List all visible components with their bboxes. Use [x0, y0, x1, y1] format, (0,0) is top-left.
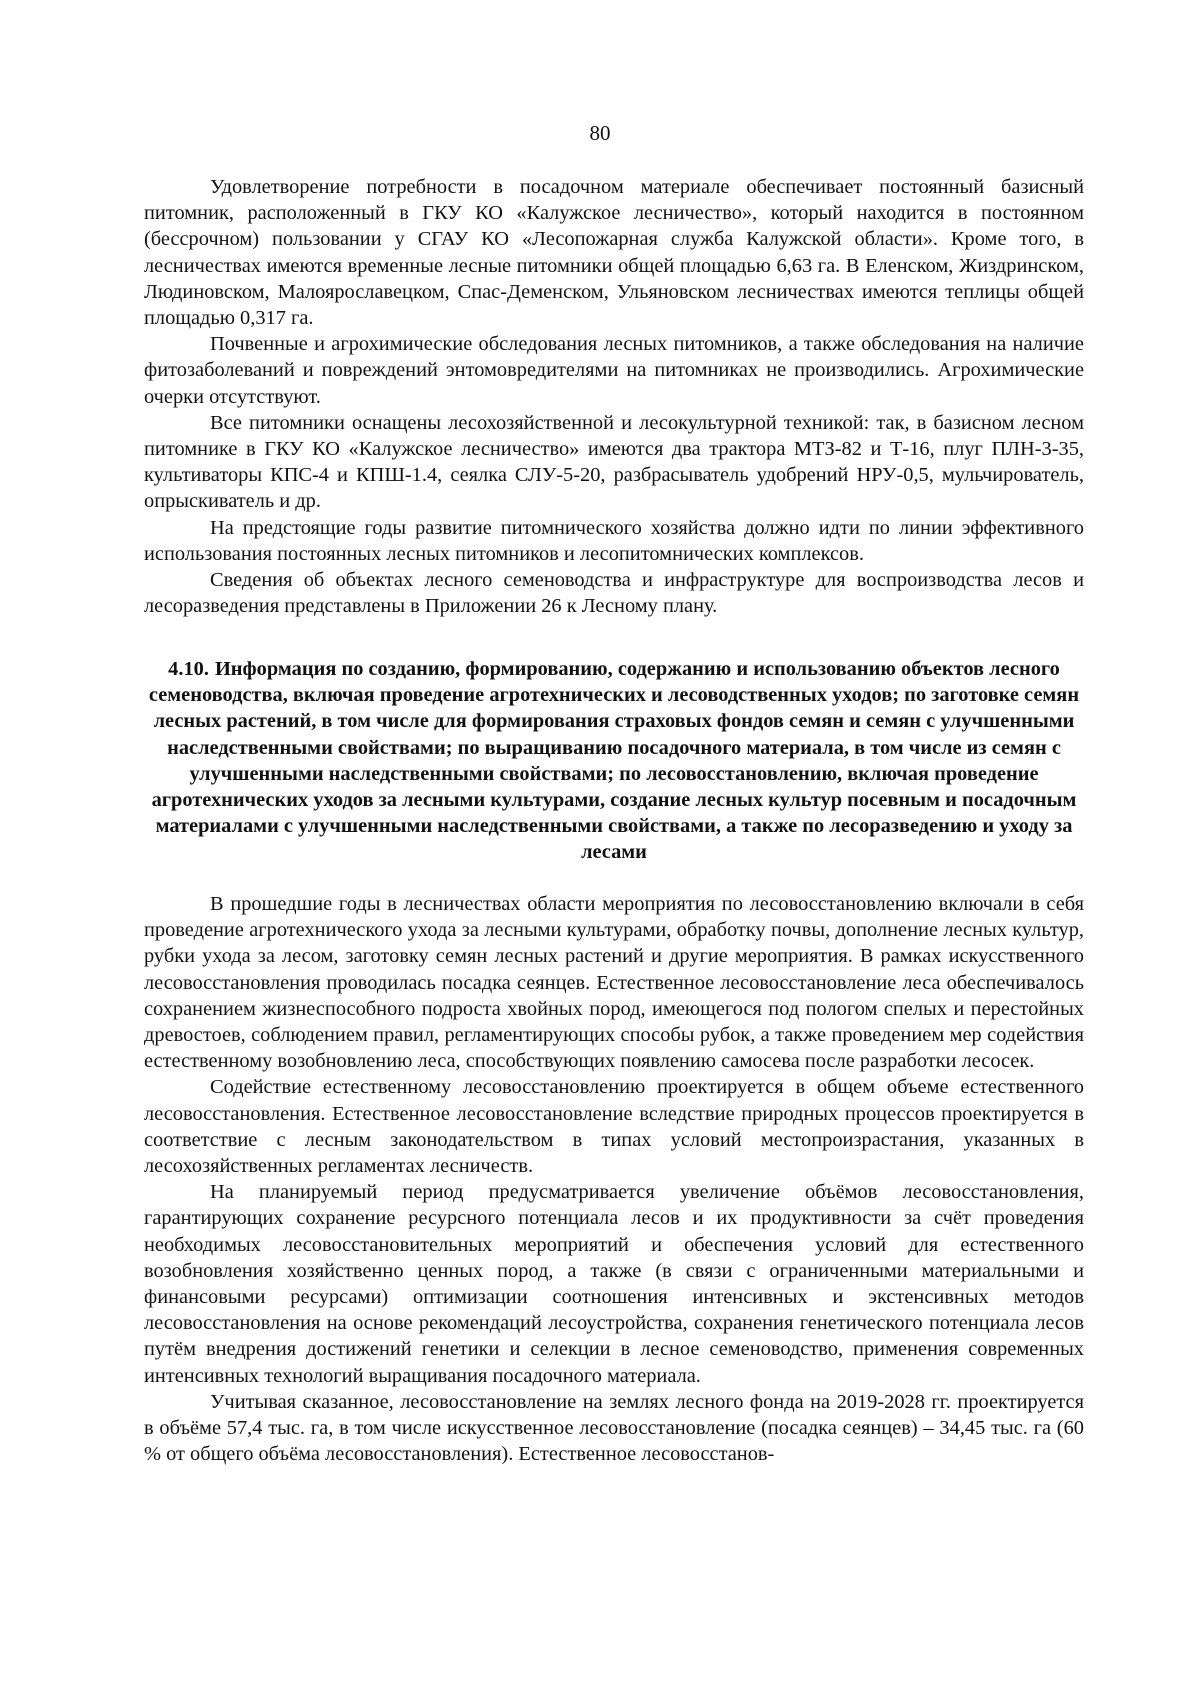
- paragraph: На планируемый период предусматривается увеличение объёмов лесовосстановления, гарантирующих сохранение ресурсного потенциала лесов и их продуктивности за счёт проведения необходимых лесовосстановительных мероприятий и обеспечения условий для естественного возобновления хозяйственно ценных пород, а также (в связи с ограниченными материальными и финансовыми ресурсами) оптимизации соотношения интенсивных и экстенсивных методов лесовосстановления на основе рекомендаций лесоустройства, сохранения генетического потенциала лесов путём внедрения достижений генетики и селекции в лесное семеноводство, применения современных интенсивных технологий выращивания посадочного материала.: [144, 1181, 1084, 1387]
- paragraph: Содействие естественному лесовосстановлению проектируется в общем объеме естественного лесовосстановления. Естественное лесовосстановление вследствие природных процессов проектируется в соответствие с лесным законодательством в типах условий местопроизрастания, указанных в лесохозяйственных регламентах лесничеств.: [144, 1076, 1084, 1178]
- section-text: [144, 891, 1084, 1467]
- section-heading: [144, 656, 1084, 866]
- section-number: 4.10.: [168, 658, 209, 680]
- paragraph: Сведения об объектах лесного семеноводства и инфраструктуре для воспроизводства лесов и лесоразведения представлены в Приложении 26 к Лесному плану.: [144, 569, 1084, 618]
- intro-text: [144, 174, 1084, 619]
- section-title: Информация по созданию, формированию, содержанию и использованию объектов лесного семеноводства, включая проведение агротехнических и лесоводственных уходов; по заготовке семян лесных растений, в том числе для формирования страховых фондов семян и семян с улучшенными наследственными свойствами; по выращиванию посадочного материала, в том числе из семян с улучшенными наследственными свойствами; по лесовосстановлению, включая проведение агротехнических уходов за лесными культурами, создание лесных культур посевным и посадочным материалами с улучшенными наследственными свойствами, а также по лесоразведению и уходу за лесами: [148, 658, 1080, 864]
- paragraph: Учитывая сказанное, лесовосстановление на землях лесного фонда на 2019-2028 гг. проектируется в объёме 57,4 тыс. га, в том числе искусственное лесовосстановление (посадка сеянцев) – 34,45 тыс. га (60 % от общего объёма лесовосстановления). Естественное лесовосстанов-: [144, 1390, 1084, 1466]
- paragraph: На предстоящие годы развитие питомнического хозяйства должно идти по линии эффективного использования постоянных лесных питомников и лесопитомнических комплексов.: [144, 516, 1084, 565]
- paragraph: Все питомники оснащены лесохозяйственной и лесокультурной техникой: так, в базисном лесном питомнике в ГКУ КО «Калужское лесничество» имеются два трактора МТЗ-82 и Т-16, плуг ПЛН-3-35, культиваторы КПС-4 и КПШ-1.4, сеялка СЛУ-5-20, разбрасыватель удобрений НРУ-0,5, мульчирователь, опрыскиватель и др.: [144, 411, 1084, 513]
- page-number: 80: [589, 121, 611, 145]
- paragraph: Почвенные и агрохимические обследования лесных питомников, а также обследования на наличие фитозаболеваний и повреждений энтомовредителями на питомниках не производились. Агрохимические очерки отсутствуют.: [144, 333, 1084, 408]
- paragraph: В прошедшие годы в лесничествах области мероприятия по лесовосстановлению включали в себя проведение агротехнического ухода за лесными культурами, обработку почвы, дополнение лесных культур, рубки ухода за лесом, заготовку семян лесных растений и другие мероприятия. В рамках искусственного лесовосстановления проводилась посадка сеянцев. Естественное лесовосстановление леса обеспечивалось сохранением жизнеспособного подроста хвойных пород, имеющегося под пологом спелых и перестойных древостоев, соблюдением правил, регламентирующих способы рубок, а также проведением мер содействия естественному возобновлению леса, способствующих появлению самосева после разработки лесосек.: [144, 893, 1084, 1073]
- paragraph: Удовлетворение потребности в посадочном материале обеспечивает постоянный базисный питомник, расположенный в ГКУ КО «Калужское лесничество», который находится в постоянном (бессрочном) пользовании у СГАУ КО «Лесопожарная служба Калужской области». Кроме того, в лесничествах имеются временные лесные питомники общей площадью 6,63 га. В Еленском, Жиздринском, Людиновском, Малоярославецком, Спас-Деменском, Ульяновском лесничествах имеются теплицы общей площадью 0,317 га.: [144, 176, 1084, 330]
